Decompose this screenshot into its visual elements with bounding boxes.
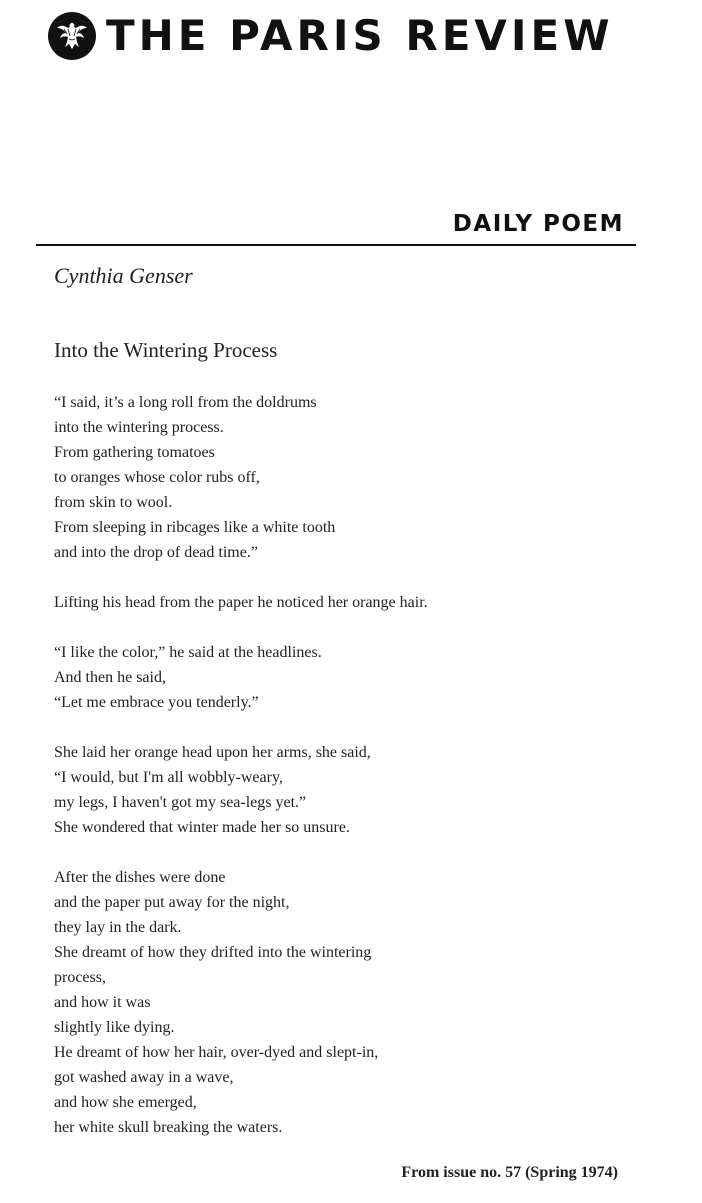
paris-review-eagle-icon[interactable] xyxy=(48,12,96,60)
poem-line: “I said, it’s a long roll from the doldrums xyxy=(54,394,317,411)
poem-line: She wondered that winter made her so unsure. xyxy=(54,819,350,836)
poem-line: from skin to wool. xyxy=(54,494,173,511)
poem-line: “I like the color,” he said at the headlines. xyxy=(54,644,322,661)
section-divider xyxy=(36,244,636,246)
stanza-1 xyxy=(54,390,654,565)
poem-line: process, xyxy=(54,969,106,986)
poem-line: and how it was xyxy=(54,994,151,1011)
poem-line: got washed away in a wave, xyxy=(54,1069,234,1086)
site-title[interactable]: THE PARIS REVIEW xyxy=(106,11,614,60)
stanza-2 xyxy=(54,590,654,615)
poem-line: Lifting his head from the paper he noticed her orange hair. xyxy=(54,594,428,611)
poem-line: From gathering tomatoes xyxy=(54,444,215,461)
eagle-icon xyxy=(52,16,92,56)
masthead[interactable] xyxy=(48,11,614,61)
section-label-daily-poem[interactable]: DAILY POEM xyxy=(452,211,624,237)
poem-line: “I would, but I'm all wobbly-weary, xyxy=(54,769,283,786)
poem-line: After the dishes were done xyxy=(54,869,226,886)
poem-line: to oranges whose color rubs off, xyxy=(54,469,260,486)
stanza-4 xyxy=(54,740,654,840)
poem-line: her white skull breaking the waters. xyxy=(54,1119,283,1136)
stanza-3 xyxy=(54,640,654,715)
poem-line: She laid her orange head upon her arms, she said, xyxy=(54,744,371,761)
stanza-5 xyxy=(54,865,654,1140)
poem-line: She dreamt of how they drifted into the wintering xyxy=(54,944,372,961)
poem-title: Into the Wintering Process xyxy=(54,338,278,362)
poem-body xyxy=(54,390,654,1165)
poem-line: From sleeping in ribcages like a white tooth xyxy=(54,519,336,536)
poem-line: He dreamt of how her hair, over-dyed and slept-in, xyxy=(54,1044,379,1061)
poem-line: they lay in the dark. xyxy=(54,919,182,936)
poem-line: and into the drop of dead time.” xyxy=(54,544,258,561)
poem-line: “Let me embrace you tenderly.” xyxy=(54,694,259,711)
poem-line: and the paper put away for the night, xyxy=(54,894,290,911)
poem-line: my legs, I haven't got my sea-legs yet.” xyxy=(54,794,307,811)
poem-line: and how she emerged, xyxy=(54,1094,197,1111)
poem-line: into the wintering process. xyxy=(54,419,224,436)
issue-source[interactable]: From issue no. 57 (Spring 1974) xyxy=(401,1164,618,1181)
poem-author[interactable]: Cynthia Genser xyxy=(54,263,193,288)
poem-line: And then he said, xyxy=(54,669,166,686)
poem-line: slightly like dying. xyxy=(54,1019,175,1036)
